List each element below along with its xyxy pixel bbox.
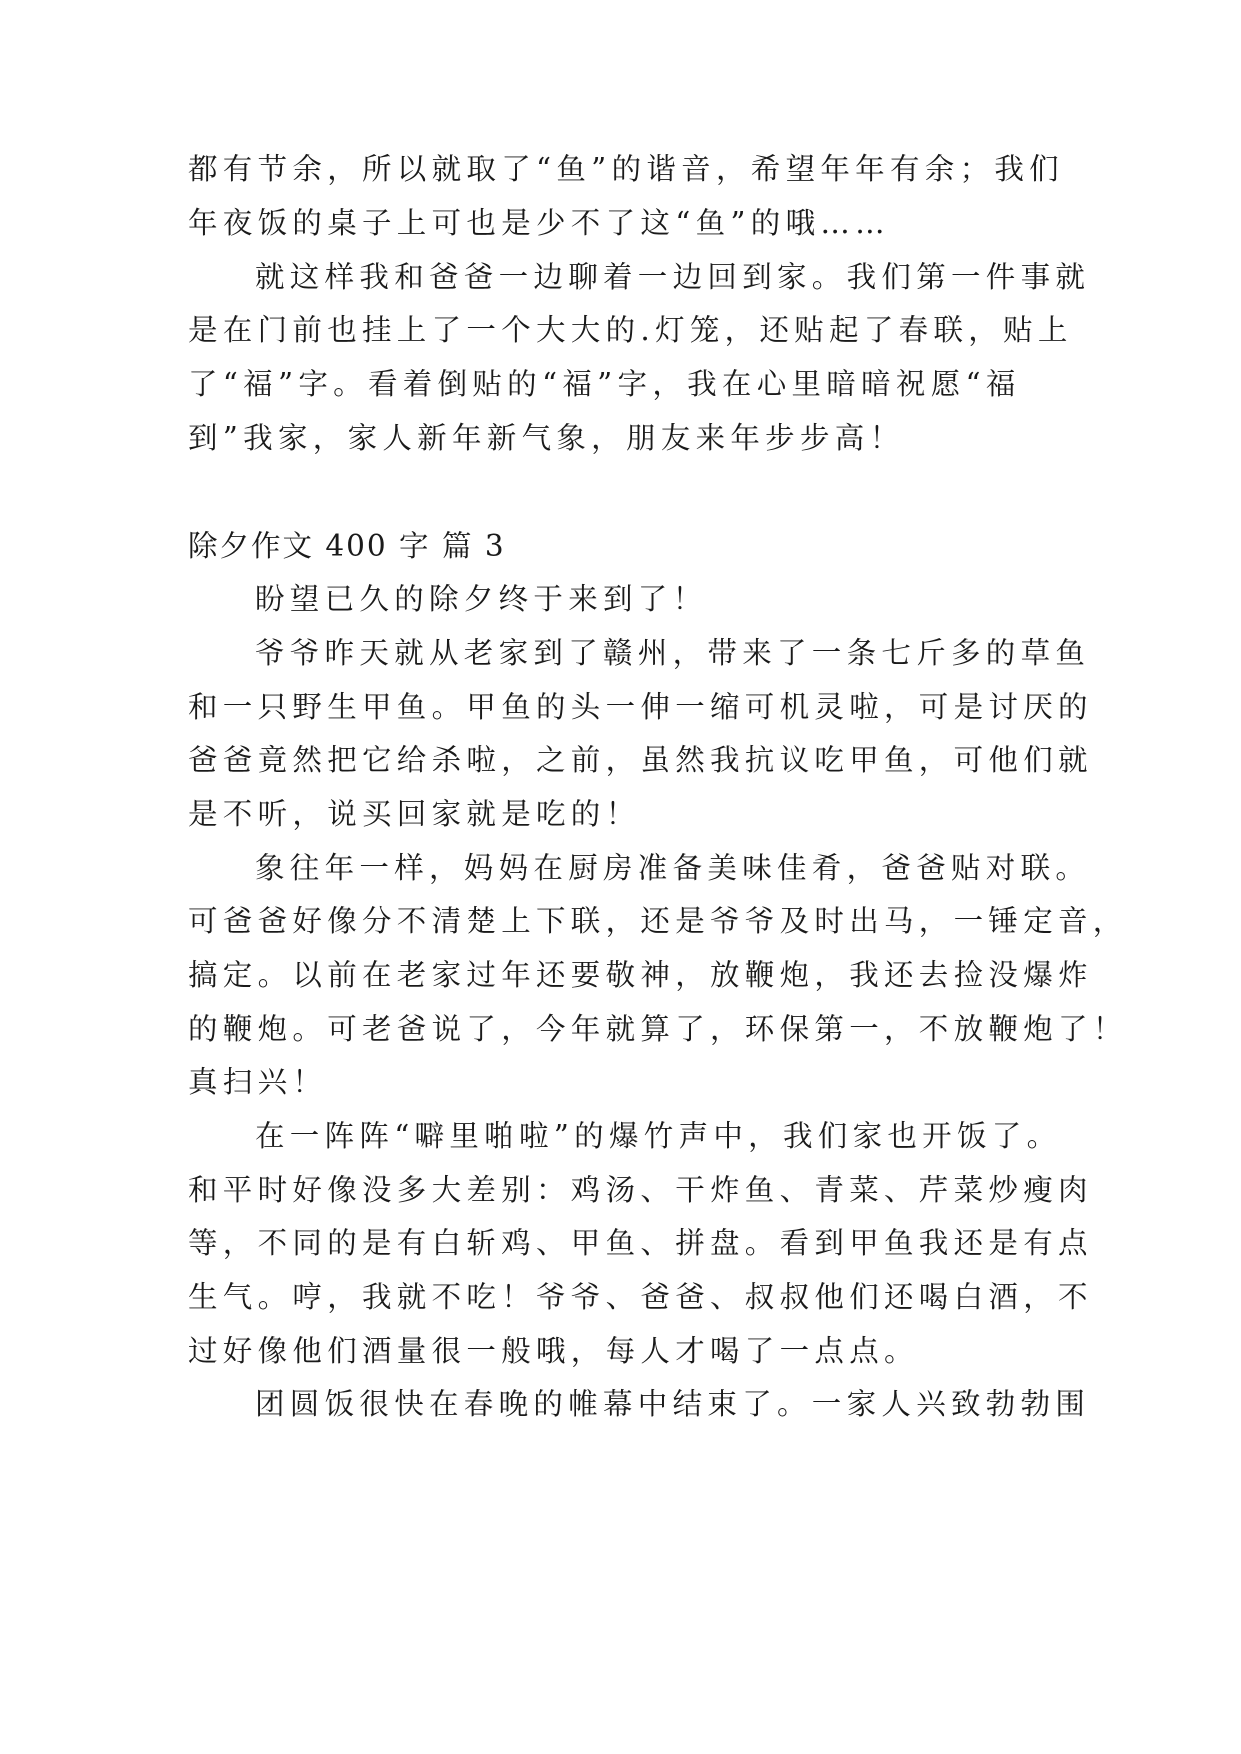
paragraph-line: 生气。哼，我就不吃！爷爷、爸爸、叔叔他们还喝白酒，不 [188, 1280, 1093, 1314]
paragraph-line: 年夜饭的桌子上可也是少不了这“鱼”的哦…… [188, 206, 890, 240]
paragraph-line: 是不听，说买回家就是吃的！ [188, 797, 641, 831]
paragraph-line: 过好像他们酒量很一般哦，每人才喝了一点点。 [188, 1334, 919, 1368]
paragraph-line: 在一阵阵“噼里啪啦”的爆竹声中，我们家也开饭了。 [255, 1119, 1062, 1153]
paragraph-line: 的鞭炮。可老爸说了，今年就算了，环保第一，不放鞭炮了！ [188, 1012, 1128, 1046]
paragraph-line: 都有节余，所以就取了“鱼”的谐音，希望年年有余；我们 [188, 152, 1064, 186]
paragraph-line: 爷爷昨天就从老家到了赣州，带来了一条七斤多的草鱼 [255, 636, 1091, 670]
paragraph-line: 团圆饭很快在春晚的帷幕中结束了。一家人兴致勃勃围 [255, 1387, 1091, 1421]
section-heading: 除夕作文 400 字 篇 3 [188, 529, 506, 563]
paragraph-line: 到”我家，家人新年新气象，朋友来年步步高！ [188, 421, 905, 455]
paragraph-line: 象往年一样，妈妈在厨房准备美味佳肴，爸爸贴对联。 [255, 851, 1091, 885]
paragraph-line: 就这样我和爸爸一边聊着一边回到家。我们第一件事就 [255, 260, 1091, 294]
paragraph-line: 可爸爸好像分不清楚上下联，还是爷爷及时出马，一锤定音， [188, 904, 1128, 938]
paragraph-line: 搞定。以前在老家过年还要敬神，放鞭炮，我还去捡没爆炸 [188, 958, 1093, 992]
paragraph-line: 真扫兴！ [188, 1065, 328, 1099]
paragraph-line: 等，不同的是有白斩鸡、甲鱼、拼盘。看到甲鱼我还是有点 [188, 1226, 1093, 1260]
paragraph-line: 了“福”字。看着倒贴的“福”字，我在心里暗暗祝愿“福 [188, 367, 1021, 401]
paragraph-line: 和一只野生甲鱼。甲鱼的头一伸一缩可机灵啦，可是讨厌的 [188, 690, 1093, 724]
paragraph-line: 和平时好像没多大差别：鸡汤、干炸鱼、青菜、芹菜炒瘦肉 [188, 1173, 1093, 1207]
paragraph-line: 是在门前也挂上了一个大大的.灯笼，还贴起了春联，贴上 [188, 313, 1073, 347]
paragraph-line: 盼望已久的除夕终于来到了！ [255, 582, 708, 616]
paragraph-line: 爸爸竟然把它给杀啦，之前，虽然我抗议吃甲鱼，可他们就 [188, 743, 1093, 777]
